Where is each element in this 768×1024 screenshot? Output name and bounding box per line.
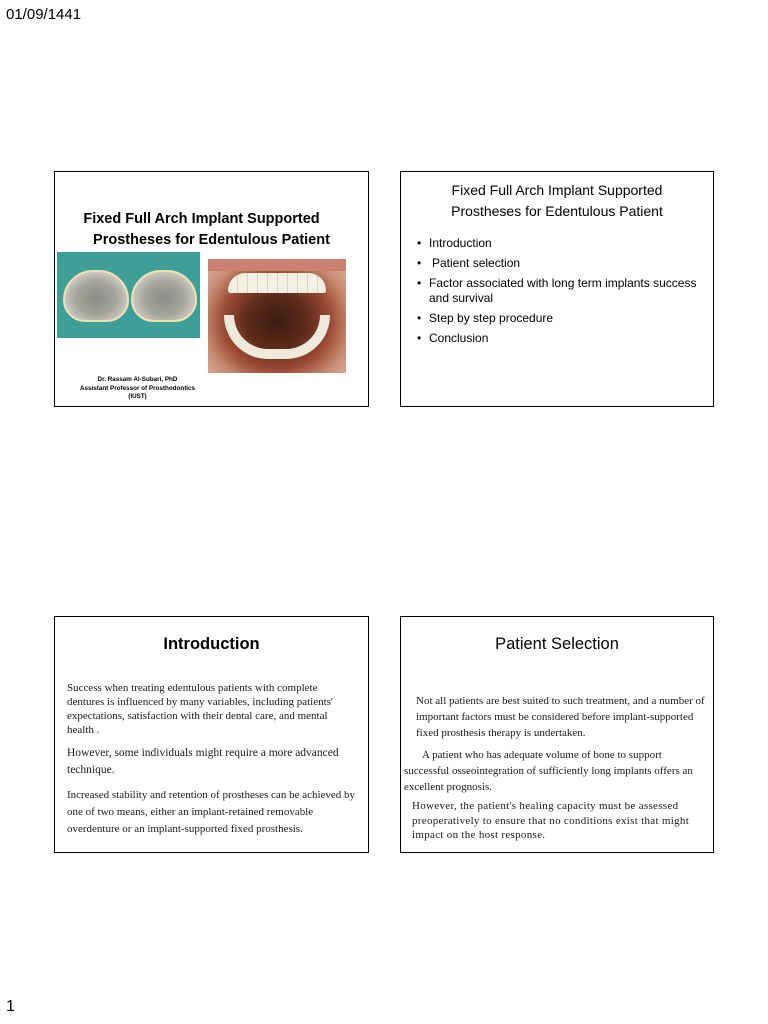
upper-denture-image: [63, 270, 129, 322]
mouth-photo: [208, 259, 346, 373]
slide-outline: [400, 171, 714, 407]
author-block: [55, 376, 220, 402]
author-institution: (IUST): [128, 393, 147, 400]
slide-title-line-2: Prostheses for Edentulous Patient: [93, 232, 330, 248]
patient-selection-paragraph-2: [404, 747, 708, 795]
list-item: • Introduction: [417, 236, 702, 251]
author-name: Dr. Rassam Al-Subari, PhD: [97, 376, 178, 383]
list-item: • Conclusion: [417, 331, 702, 346]
gum-image: [208, 259, 346, 271]
introduction-paragraph-2: However, some individuals might require a more advanced technique.: [67, 747, 339, 776]
slide-title-line-1: Fixed Full Arch Implant Supported: [83, 211, 320, 227]
patient-selection-body: [404, 693, 708, 843]
author-title: Assistant Professor of Prosthodontics: [79, 384, 196, 392]
paragraph-2-rest: successful osseointegration of sufficiently long implants offers an excellent prognosis.: [404, 765, 693, 793]
patient-selection-paragraph-1: Not all patients are best suited to such treatment, and a number of important factors must be considered before implant-supported fixed prosthesis therapy is undertaken.: [416, 695, 705, 739]
slide-introduction: [54, 616, 369, 853]
list-item-text: Patient selection: [432, 256, 521, 270]
paragraph-2-first-line: A patient who has adequate volume of bone to support: [422, 749, 662, 761]
list-item: • Factor associated with long term implants success and survival: [417, 276, 702, 306]
introduction-paragraph-3: Increased stability and retention of prostheses can be achieved by one of two means, either an implant-retained removable overdenture or an implant-supported fixed prosthesis.: [67, 789, 356, 835]
page-number: 1: [6, 998, 15, 1015]
lower-denture-image: [131, 270, 197, 322]
dentures-photo: [57, 252, 200, 338]
slide-title: [54, 171, 369, 407]
slide-title-heading: [55, 209, 368, 251]
outline-title-line-1: Fixed Full Arch Implant Supported: [451, 182, 663, 198]
list-item: • Step by step procedure: [417, 311, 702, 326]
introduction-paragraph-1: Success when treating edentulous patients with complete dentures is influenced by many variables, including patients' expectations, satisfaction with their dental care, and mental health .: [67, 682, 333, 736]
list-item: [417, 256, 702, 271]
page-date: 01/09/1441: [6, 6, 82, 23]
upper-teeth-image: [228, 273, 326, 293]
introduction-body: [67, 681, 357, 838]
introduction-heading: Introduction: [163, 635, 260, 653]
outline-list: [417, 236, 702, 351]
outline-title-line-2: Prostheses for Edentulous Patient: [451, 203, 663, 219]
lower-teeth-image: [224, 315, 330, 359]
outline-title: [401, 180, 713, 222]
slide-patient-selection: [400, 616, 714, 853]
patient-selection-paragraph-3: However, the patient's healing capacity must be assessed preoperatively to ensure that no conditions exist that might impact on the host response.: [412, 800, 690, 841]
patient-selection-heading: Patient Selection: [495, 635, 619, 653]
